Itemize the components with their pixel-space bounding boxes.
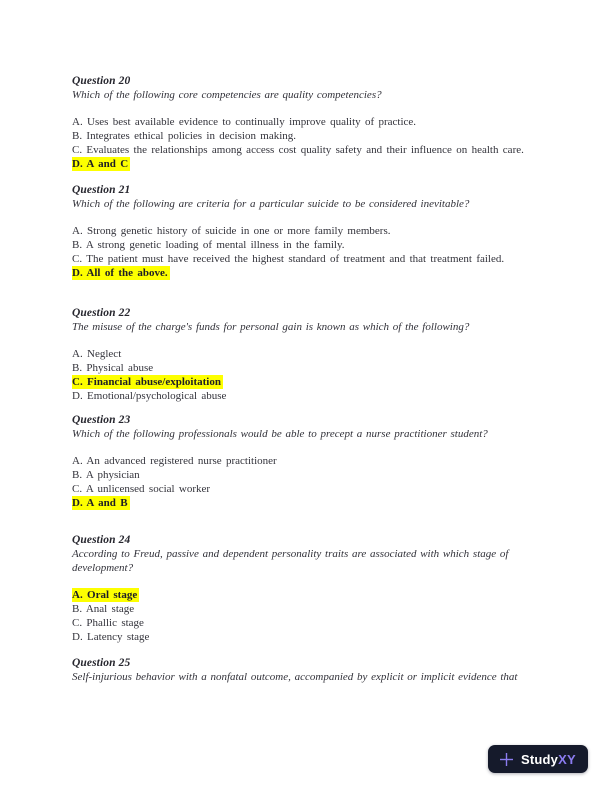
question-options (72, 115, 542, 171)
highlighted-answer: C. Financial abuse/exploitation (72, 376, 221, 388)
brand-name-primary: Study (521, 751, 559, 767)
question-prompt: The misuse of the charge's funds for personal gain is known as which of the following? (72, 321, 470, 333)
plus-icon (499, 752, 514, 767)
question-prompt: Self-injurious behavior with a nonfatal outcome, accompanied by explicit or implicit evidence that (72, 671, 518, 683)
answer-option: C. A unlicensed social worker (72, 483, 211, 495)
answer-option: D. Emotional/psychological abuse (72, 390, 227, 402)
answer-option: A. Strong genetic history of suicide in one or more family members. (72, 225, 391, 237)
answer-option: C. Phallic stage (72, 617, 144, 629)
question-options (72, 454, 542, 510)
question-prompt: Which of the following are criteria for a particular suicide to be considered inevitable? (72, 198, 470, 210)
studyxy-logo (488, 745, 588, 773)
answer-option: C. The patient must have received the highest standard of treatment and that treatment failed. (72, 253, 505, 265)
question-options (72, 588, 542, 644)
answer-option: B. Integrates ethical policies in decision making. (72, 130, 297, 142)
answer-option-correct (72, 588, 542, 602)
question-number: Question 20 (72, 75, 131, 87)
highlighted-answer: D. All of the above. (72, 267, 168, 279)
question-number: Question 24 (72, 534, 131, 546)
answer-option: B. Anal stage (72, 603, 135, 615)
question-prompt: According to Freud, passive and dependent personality traits are associated with which stage of development? (72, 548, 509, 574)
question-options (72, 347, 542, 403)
brand-name-accent: XY (558, 751, 576, 767)
answer-option-correct (72, 496, 542, 510)
highlighted-answer: D. A and B (72, 497, 128, 509)
answer-option: C. Evaluates the relationships among access cost quality safety and their influence on health care. (72, 144, 524, 156)
answer-option: B. A strong genetic loading of mental illness in the family. (72, 239, 345, 251)
answer-option-correct (72, 266, 542, 280)
question-block (72, 183, 542, 280)
question-block (72, 413, 542, 510)
answer-option: A. Uses best available evidence to continually improve quality of practice. (72, 116, 417, 128)
question-number: Question 25 (72, 657, 131, 669)
brand-wordmark (521, 752, 576, 767)
answer-option: A. Neglect (72, 348, 122, 360)
question-prompt: Which of the following professionals would be able to precept a nurse practitioner student? (72, 428, 488, 440)
highlighted-answer: D. A and C (72, 158, 129, 170)
question-block (72, 74, 542, 171)
answer-option-correct (72, 157, 542, 171)
question-options (72, 224, 542, 280)
question-prompt: Which of the following core competencies are quality competencies? (72, 89, 382, 101)
question-block (72, 306, 542, 403)
answer-option: B. A physician (72, 469, 140, 481)
question-block (72, 656, 542, 684)
question-number: Question 21 (72, 184, 131, 196)
question-number: Question 22 (72, 307, 131, 319)
question-list (72, 74, 542, 684)
question-number: Question 23 (72, 414, 131, 426)
answer-option: B. Physical abuse (72, 362, 154, 374)
highlighted-answer: A. Oral stage (72, 589, 138, 601)
answer-option: D. Latency stage (72, 631, 150, 643)
answer-option: A. An advanced registered nurse practitioner (72, 455, 277, 467)
question-block (72, 533, 542, 644)
answer-option-correct (72, 375, 542, 389)
